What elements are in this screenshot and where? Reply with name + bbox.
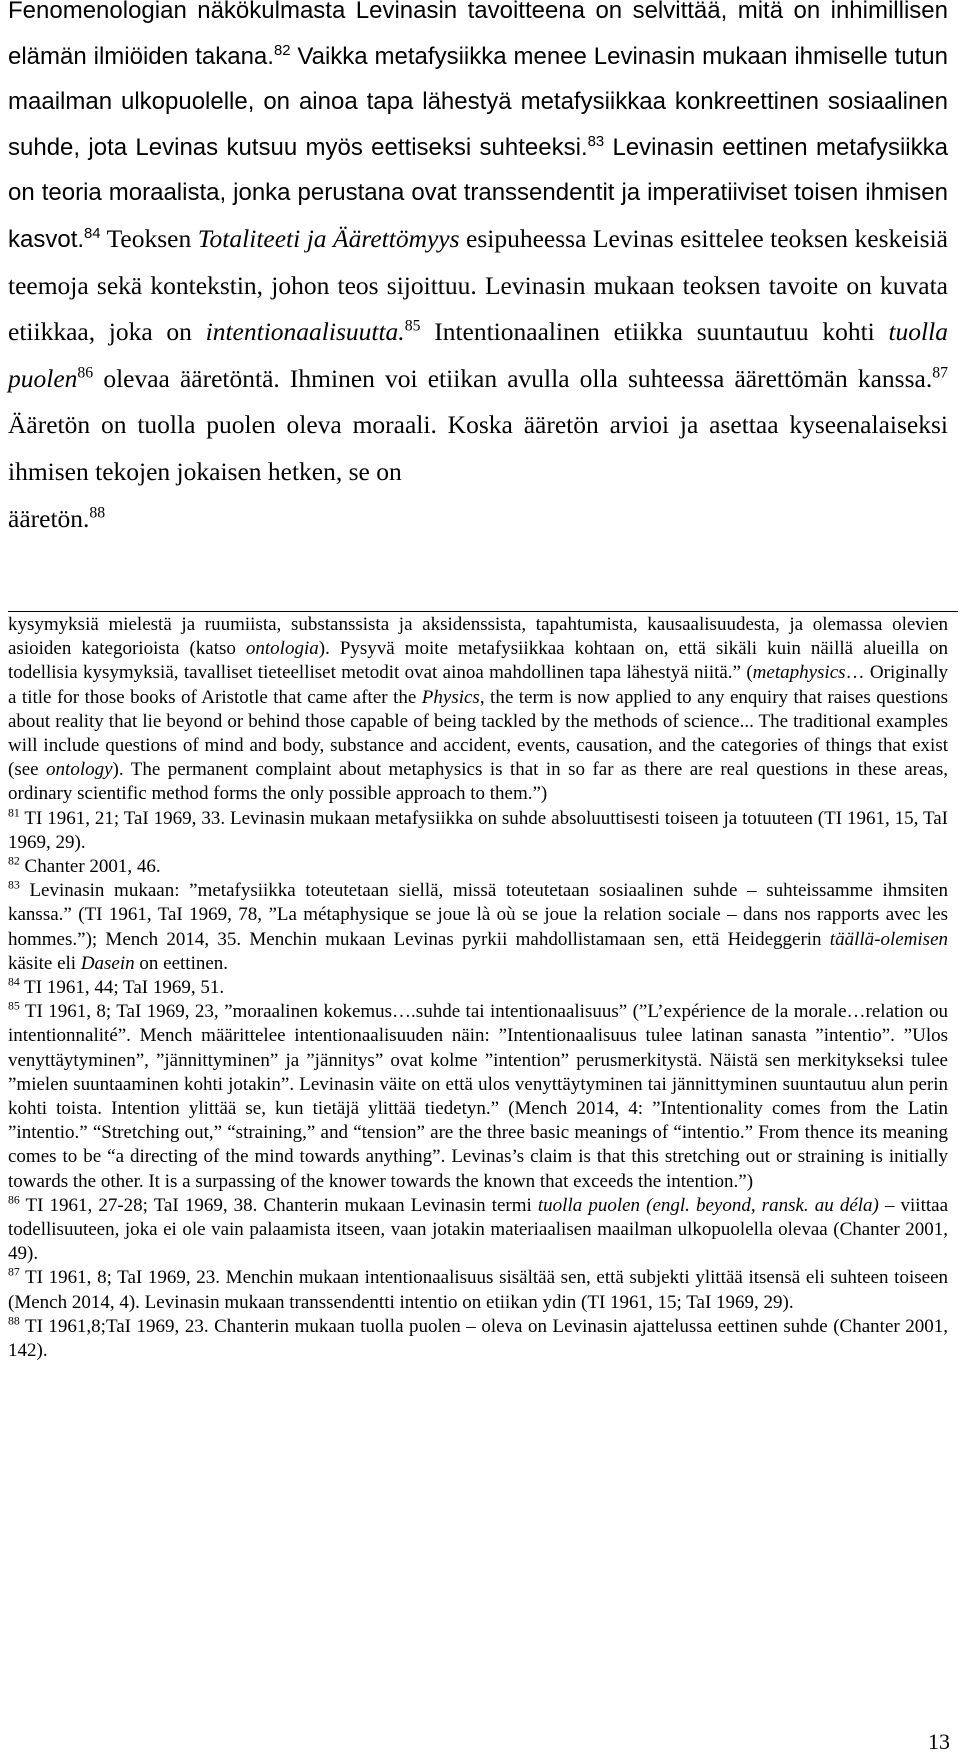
footnote-text: Chanter 2001, 46. [19,856,161,878]
text-segment: Originally a title for those books of Aristotle that came after the [8,662,948,708]
footnote-text: – viittaa todellisuuteen, joka ei ole vain palaamista itseen, vaan jotakin materiaalisen maailman ulkopuolella olevaa (Chanter 2001, 49). [8,1194,949,1265]
footnote-separator [8,611,958,612]
text-segment: Vaikka metafysiikka menee Levinasin mukaan ihmiselle tutun maailman ulkopuolelle, on ainoa tapa lähestyä metafysiikkaa konkreettinen sosiaalinen suhde, jota Levinas kutsuu myös eettiseksi suhteeksi. [8,42,948,161]
footnote-text: TI 1961, 27-28; TaI 1969, 38. Chanterin mukaan Levinasin termi [19,1194,538,1216]
footnote-continuation: kysymyksiä mielestä ja ruumiista, substanssista ja aksidenssista, tapahtumista, kausaalisuudesta, ja olemassa olevien asioiden kategorioista (katso ontologia). Pysyvä moite metafysiikkaa kohtaan on, että sikäli kuin näillä alueilla on todellisia kysymyksiä, tavalliset tieteelliset metodit ovat ainoa mahdollinen tapa lähestyä niitä.” (metaphysics… Originally a title for those books of Aristotle that came after the Physics, the term is now applied to any enquiry that raises questions about reality that lie beyond or behind those capable of being tackled by the methods of science... The traditional examples will include questions of mind and body, substance and accident, events, causation, and the categories of things that exist (see ontology). The permanent complaint about metaphysics is that in so far as there are real questions in these areas, ordinary scientific method forms the only possible approach to them.”) [8,614,948,805]
footnote-86 [8,1194,948,1267]
footnote-ref-82[interactable]: 82 [273,42,291,59]
book-title: Totaliteeti ja Äärettömyys [197,223,460,253]
italic-term: Dasein [80,952,135,974]
footnote-82 [8,855,948,879]
text-segment: Fenomenologian näkökulmasta Levinasin tavoitteena on selvittää, mitä on inhimillisen elämän ilmiöiden takana. [8,0,948,70]
footnote-ref-88[interactable]: 88 [89,504,106,522]
text-segment: Levinasin eettinen metafysiikka on teoria moraalista, jonka perustana ovat transsendentit ja imperatiiviset toisen ihmisen kasvot. [8,133,948,253]
footnote-83 [8,879,948,976]
footnote-ref-86[interactable]: 86 [77,364,94,382]
footnote-ref-85[interactable]: 85 [404,317,421,335]
text-segment: ). The permanent complaint about metaphysics is that in so far as there are real questions in these areas, ordinary scientific method forms the only possible approach to them.”) [8,759,948,805]
footnote-ref-84[interactable]: 84 [84,225,101,242]
footnotes [8,613,948,1363]
footnote-text: TI 1961, 8; TaI 1969, 23. Menchin mukaan intentionaalisuus sisältää sen, että subjekti ylittää itsensä eli suhteen toiseen (Mench 2014, 4). Levinasin mukaan transsendentti intentio on etiikan ydin (TI 1961, 15; TaI 1969, 29). [8,1267,948,1313]
footnote-ref-83[interactable]: 83 [587,133,605,150]
text-segment: ). Pysyvä moite metafysiikkaa kohtaan on, että sikäli kuin näillä alueilla on todellisia kysymyksiä, tavalliset tieteelliset metodit ovat ainoa mahdollinen tapa lähestyä niitä.” ( [8,638,948,684]
italic-term: Physics [421,686,480,708]
text-segment: ääretön. [8,503,90,533]
text-segment: olevaa ääretöntä. Ihminen voi etiikan avulla olla suhteessa äärettömän kanssa. [93,363,933,393]
footnote-87 [8,1266,948,1314]
italic-term: intentionaalisuutta. [205,317,405,347]
footnote-number: 87 [8,1266,20,1280]
italic-term: ontologia [245,638,319,660]
italic-term: täällä-olemisen [829,928,948,950]
footnote-number: 82 [8,854,20,868]
footnote-text: TI 1961,8;TaI 1969, 23. Chanterin mukaan tuolla puolen – oleva on Levinasin ajattelussa eettinen suhde (Chanter 2001, 142). [8,1315,948,1362]
text-segment: esipuheessa Levinas esittelee teoksen keskeisiä teemoja sekä kontekstin, johon teos sijoittuu. Levinasin mukaan teoksen tavoite on kuvata etiikkaa, joka on [8,223,949,347]
text-segment: kysymyksiä mielestä ja ruumiista, substanssista ja aksidenssista, tapahtumista, kausaalisuudesta, ja olemassa olevien asioiden kategorioista (katso [8,614,948,660]
footnote-81 [8,807,948,855]
footnote-number: 84 [8,975,20,989]
italic-term: tuolla puolen (engl. beyond, ransk. au déla) [537,1194,879,1216]
paragraph-end [8,496,948,542]
italic-term: ontology [46,759,113,781]
italic-term: metaphysics [752,662,846,684]
footnote-number: 85 [8,999,20,1013]
footnote-number: 83 [8,878,20,892]
footnote-text: on eettinen. [134,952,229,974]
text-segment: , the term is now applied to any enquiry that raises questions about reality that lie beyond or behind those capable of being tackled by the methods of science... The traditional examples will include questions of mind and body, substance and accident, events, causation, and the categories of things that exist (see [8,686,948,781]
italic-term: tuolla puolen [8,317,948,393]
footnote-number: 81 [8,806,20,820]
footnote-ref-87[interactable]: 87 [932,364,948,382]
text-segment: Teoksen [100,223,198,253]
footnote-number: 86 [8,1193,20,1207]
footnote-text: Levinasin mukaan: ”metafysiikka toteutetaan siellä, missä toteutetaan sosiaalinen suhde – suhteissamme ihmsiten kanssa.” (TI 1961, TaI 1969, 78, ”La métaphysique se joue là où se joue la relation sociale – dans nos rapports avec les hommes.”); Mench 2014, 35. Menchin mukaan Levinas pyrkii mahdollistamaan sen, että Heideggerin [8,880,948,950]
footnote-number: 88 [8,1314,20,1328]
page-number: 13 [928,1729,950,1754]
main-text [8,0,948,541]
text-segment: Ääretön on tuolla puolen oleva moraali. Koska ääretön arvioi ja asettaa kyseenalaiseksi ihmisen tekojen jokaisen hetken, se on [8,410,948,486]
footnote-text: TI 1961, 8; TaI 1969, 23, ”moraalinen kokemus….suhde tai intentionaalisuus” (”L’expérience de la morale…relation ou intentionnalité”. Mench määrittelee intentionaalisuuden näin: ”Intentionaalisuus tulee latinan sanasta ”intentio”. ”Ulos venyttäytyminen”, ”jännittyminen” ja ”jännitys” ovat kolme ”intention” perusmerkitystä. Näistä sen merkitykseksi tulee ”mielen suuntaaminen kohti jotakin”. Levinasin väite on että ulos venyttäytyminen tai jännittyminen suuntautuu alun perin kohti toista. Intention ylittää se, kun tietäjä ylittää tiedetyn.” (Mench 2014, 4: ”Intentionality comes from the Latin ”intentio.” “Stretching out,” “straining,” and “tension” are the three basic meanings of “intentio.” From thence its meaning comes to be “a directing of the mind towards anything”. Levinas’s claim is that this stretching out or straining is initially towards the other. It is a surpassing of the knower towards the known that exceeds the intention.”) [8,1001,948,1192]
text-segment: Intentionaalinen etiikka suuntautuu kohti [420,317,889,347]
footnote-text: käsite eli [8,952,81,974]
footnote-84 [8,976,948,1000]
paragraph-1 [8,0,948,496]
footnote-85 [8,1000,948,1194]
footnote-text: TI 1961, 21; TaI 1969, 33. Levinasin mukaan metafysiikka on suhde absoluuttisesti toiseen ja totuuteen (TI 1961, 15, TaI 1969, 29). [8,807,948,853]
footnote-text: TI 1961, 44; TaI 1969, 51. [19,977,225,999]
footnote-88 [8,1315,948,1363]
paragraph-2 [8,224,948,486]
